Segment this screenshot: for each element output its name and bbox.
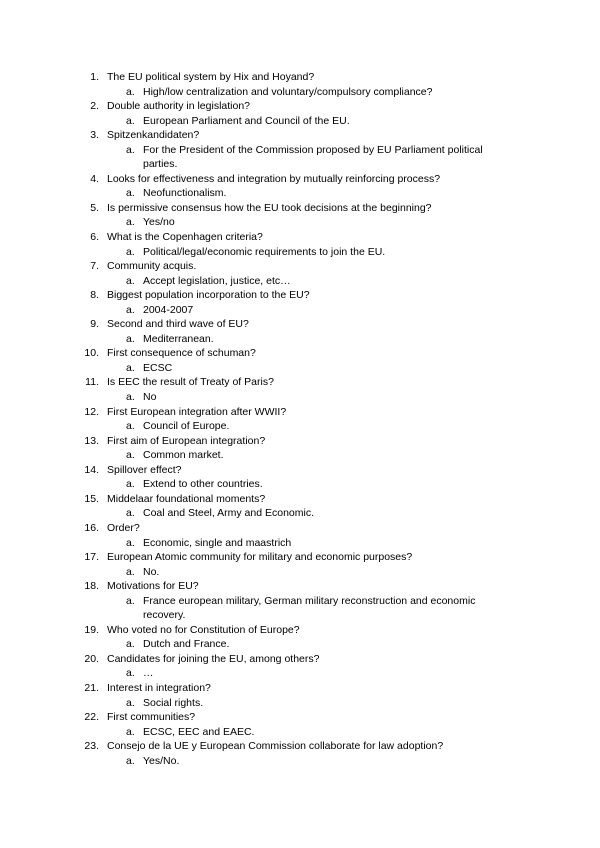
question-item: [0, 230, 600, 259]
question-number: 16.: [84, 521, 99, 534]
question-item: [0, 579, 600, 623]
answer-text: France european military, German military reconstruction and economic recovery.: [143, 594, 476, 622]
question-item: [0, 681, 600, 710]
question-item: [0, 70, 600, 99]
answer-text: No: [143, 391, 157, 404]
answer-text: High/low centralization and voluntary/compulsory compliance?: [143, 85, 433, 98]
question-item: [0, 259, 600, 288]
question-text: Spillover effect?: [107, 463, 182, 476]
question-number: 19.: [84, 623, 99, 636]
question-number: 5.: [90, 201, 99, 214]
question-text: First aim of European integration?: [107, 434, 266, 447]
answer-text: Yes/no: [143, 216, 175, 229]
answer-label: a.: [126, 274, 135, 287]
question-text: Spitzenkandidaten?: [107, 129, 200, 142]
question-text: Interest in integration?: [107, 681, 211, 694]
answer-text: Social rights.: [143, 696, 204, 709]
question-item: [0, 521, 600, 550]
question-number: 1.: [90, 71, 99, 83]
question-number: 4.: [90, 172, 99, 185]
answer-label: a.: [126, 667, 135, 680]
answer-label: a.: [126, 361, 135, 374]
answer-text: Mediterranean.: [143, 332, 214, 345]
answer-text: Coal and Steel, Army and Economic.: [143, 507, 315, 520]
question-item: [0, 99, 600, 128]
question-number: 3.: [90, 129, 99, 142]
question-number: 13.: [84, 434, 99, 447]
question-text: Is EEC the result of Treaty of Paris?: [107, 376, 274, 389]
question-item: [0, 288, 600, 317]
question-item: [0, 434, 600, 463]
answer-text: Extend to other countries.: [143, 478, 263, 491]
question-list: [0, 70, 600, 768]
question-number: 6.: [90, 231, 99, 244]
answer-text: European Parliament and Council of the EU.: [143, 114, 350, 127]
question-number: 11.: [85, 376, 99, 389]
question-number: 2.: [90, 100, 99, 113]
answer-label: a.: [126, 478, 135, 491]
question-number: 9.: [90, 318, 99, 331]
answer-label: a.: [126, 565, 135, 578]
answer-label: a.: [126, 187, 135, 200]
question-text: The EU political system by Hix and Hoyand?: [107, 71, 315, 83]
question-text: Is permissive consensus how the EU took decisions at the beginning?: [107, 201, 432, 214]
answer-label: a.: [126, 536, 135, 549]
answer-label: a.: [126, 594, 135, 607]
question-item: [0, 623, 600, 652]
question-text: First European integration after WWII?: [107, 405, 287, 418]
question-text: Second and third wave of EU?: [107, 318, 249, 331]
answer-label: a.: [126, 696, 135, 709]
question-item: [0, 550, 600, 579]
answer-text: Economic, single and maastrich: [143, 536, 292, 549]
question-text: Looks for effectiveness and integration by mutually reinforcing process?: [107, 172, 441, 185]
answer-label: a.: [126, 216, 135, 229]
answer-label: a.: [126, 725, 135, 738]
answer-text: 2004-2007: [143, 303, 194, 316]
answer-text: Political/legal/economic requirements to join the EU.: [143, 245, 386, 258]
question-item: [0, 652, 600, 681]
answer-label: a.: [126, 245, 135, 258]
question-text: Order?: [107, 521, 140, 534]
answer-label: a.: [126, 449, 135, 462]
answer-label: a.: [126, 754, 135, 767]
answer-label: a.: [126, 303, 135, 316]
question-text: Biggest population incorporation to the EU?: [107, 289, 310, 302]
answer-label: a.: [126, 507, 135, 520]
question-item: [0, 405, 600, 434]
answer-text: Neofunctionalism.: [143, 187, 227, 200]
question-text: First communities?: [107, 711, 196, 724]
question-number: 10.: [84, 347, 99, 360]
question-number: 15.: [84, 492, 99, 505]
question-text: Who voted no for Constitution of Europe?: [107, 623, 300, 636]
answer-label: a.: [126, 391, 135, 404]
answer-label: a.: [126, 143, 135, 156]
question-number: 17.: [84, 551, 99, 564]
question-item: [0, 710, 600, 739]
question-number: 8.: [90, 289, 99, 302]
question-number: 20.: [84, 652, 99, 665]
answer-text: ECSC: [143, 361, 173, 374]
question-item: [0, 346, 600, 375]
question-number: 22.: [84, 711, 99, 724]
answer-label: a.: [126, 332, 135, 345]
answer-text: Accept legislation, justice, etc…: [143, 274, 291, 287]
answer-text: Council of Europe.: [143, 420, 230, 433]
question-text: Middelaar foundational moments?: [107, 492, 266, 505]
question-number: 21.: [84, 681, 99, 694]
answer-text: For the President of the Commission proposed by EU Parliament political parties.: [143, 143, 483, 171]
question-number: 14.: [84, 463, 99, 476]
question-text: Motivations for EU?: [107, 580, 199, 593]
question-item: [0, 463, 600, 492]
question-item: [0, 375, 600, 404]
answer-text: Common market.: [143, 449, 224, 462]
answer-text: No.: [143, 565, 160, 578]
answer-text: ECSC, EEC and EAEC.: [143, 725, 255, 738]
question-text: What is the Copenhagen criteria?: [107, 231, 263, 244]
answer-label: a.: [126, 420, 135, 433]
answer-text: Dutch and France.: [143, 638, 230, 651]
question-number: 12.: [84, 405, 99, 418]
question-text: Community acquis.: [107, 260, 197, 273]
question-number: 23.: [84, 740, 99, 753]
question-text: Double authority in legislation?: [107, 100, 251, 113]
question-text: Candidates for joining the EU, among others?: [107, 652, 320, 665]
question-text: European Atomic community for military and economic purposes?: [107, 551, 413, 564]
question-item: [0, 739, 600, 768]
answer-text: …: [143, 667, 154, 680]
question-item: [0, 317, 600, 346]
answer-text: Yes/No.: [143, 754, 180, 767]
answer-label: a.: [126, 114, 135, 127]
question-text: First consequence of schuman?: [107, 347, 256, 360]
answer-label: a.: [126, 638, 135, 651]
question-item: [0, 128, 600, 172]
question-number: 7.: [90, 260, 99, 273]
question-number: 18.: [84, 580, 99, 593]
question-text: Consejo de la UE y European Commission collaborate for law adoption?: [107, 740, 444, 753]
question-item: [0, 201, 600, 230]
question-item: [0, 492, 600, 521]
answer-label: a.: [126, 85, 135, 98]
question-item: [0, 172, 600, 201]
